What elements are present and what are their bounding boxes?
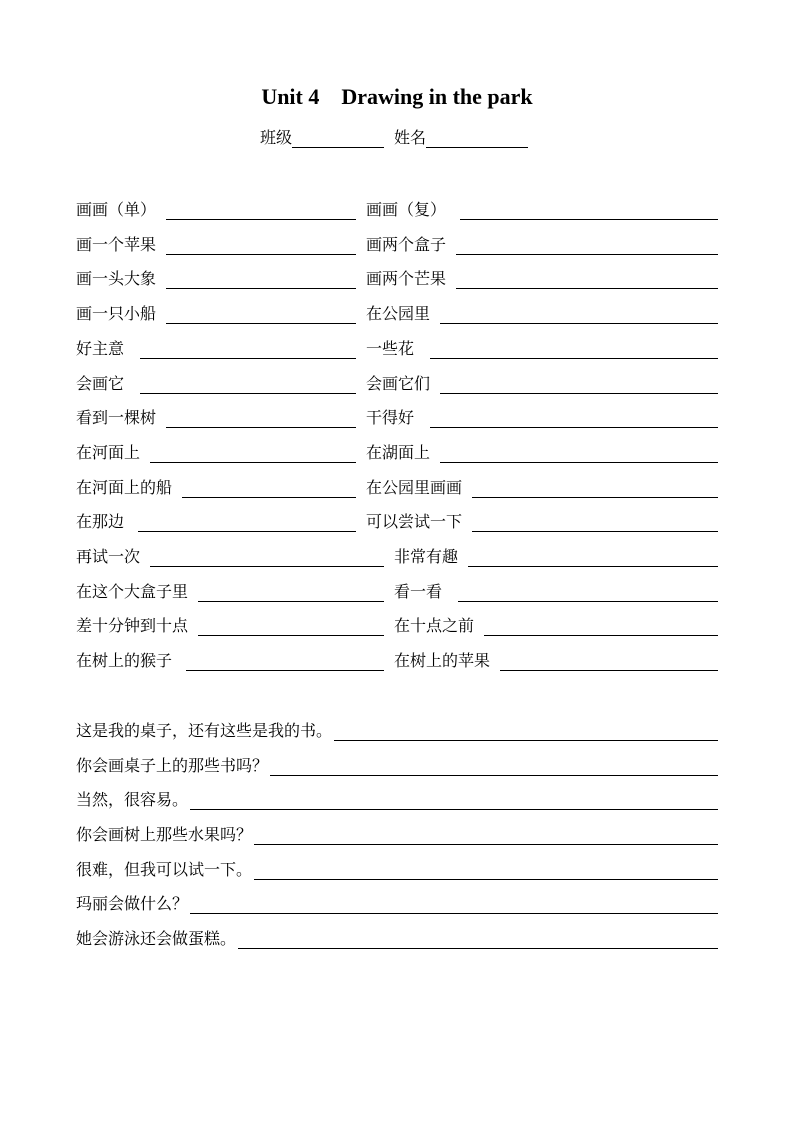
sentence-item (76, 821, 718, 845)
vocab-item (366, 300, 718, 324)
sentence-item (76, 856, 718, 880)
vocab-prompt: 画画（复） (366, 200, 447, 219)
sentence-item (76, 890, 718, 914)
vocab-prompt: 画画（单） (76, 200, 157, 219)
answer-blank[interactable] (440, 373, 718, 394)
sentence-prompt: 你会画树上那些水果吗？ (76, 825, 253, 844)
answer-blank[interactable] (190, 789, 718, 810)
vocab-item (366, 404, 718, 428)
vocab-prompt: 在树上的苹果 (394, 651, 491, 670)
answer-blank[interactable] (186, 650, 384, 671)
vocab-prompt: 画一头大象 (76, 269, 157, 288)
sentence-item (76, 752, 718, 776)
class-label: 班级 (260, 128, 293, 147)
vocab-item (366, 265, 718, 289)
sentence-prompt: 玛丽会做什么？ (76, 894, 189, 913)
vocab-prompt: 在公园里 (366, 304, 431, 323)
vocab-item (366, 370, 718, 394)
vocab-item (76, 335, 356, 359)
answer-blank[interactable] (190, 893, 718, 914)
vocab-item (76, 300, 356, 324)
vocab-prompt: 画一个苹果 (76, 235, 157, 254)
vocab-item (76, 508, 356, 532)
answer-blank[interactable] (182, 477, 356, 498)
vocab-item (76, 474, 356, 498)
student-info (260, 128, 538, 148)
vocab-item (76, 370, 356, 394)
vocab-item (394, 612, 718, 636)
vocab-item (76, 196, 356, 220)
sentence-item (76, 925, 718, 949)
page-title: Unit 4 Drawing in the park (261, 84, 533, 109)
answer-blank[interactable] (166, 407, 356, 428)
sentence-prompt: 这是我的桌子，还有这些是我的书。 (76, 721, 333, 740)
vocab-item (394, 543, 718, 567)
vocab-item (76, 543, 384, 567)
vocab-prompt: 好主意 (76, 339, 125, 358)
vocab-prompt: 在树上的猴子 (76, 651, 173, 670)
answer-blank[interactable] (456, 234, 718, 255)
answer-blank[interactable] (334, 720, 718, 741)
vocab-prompt: 干得好 (366, 408, 415, 427)
answer-blank[interactable] (166, 303, 356, 324)
answer-blank[interactable] (460, 199, 718, 220)
answer-blank[interactable] (472, 511, 718, 532)
sentence-prompt: 她会游泳还会做蛋糕。 (76, 929, 237, 948)
vocab-prompt: 在河面上 (76, 443, 141, 462)
answer-blank[interactable] (430, 407, 718, 428)
answer-blank[interactable] (458, 581, 718, 602)
vocab-prompt: 会画它们 (366, 374, 431, 393)
vocab-prompt: 看一看 (394, 582, 443, 601)
answer-blank[interactable] (456, 268, 718, 289)
vocab-prompt: 可以尝试一下 (366, 512, 463, 531)
answer-blank[interactable] (254, 824, 718, 845)
answer-blank[interactable] (500, 650, 718, 671)
sentence-item (76, 717, 718, 741)
vocab-item (366, 231, 718, 255)
vocab-prompt: 会画它 (76, 374, 125, 393)
vocab-prompt: 在湖面上 (366, 443, 431, 462)
vocab-item (76, 578, 384, 602)
answer-blank[interactable] (198, 615, 384, 636)
vocab-item (76, 439, 356, 463)
class-field[interactable] (292, 129, 384, 148)
vocab-prompt: 画两个芒果 (366, 269, 447, 288)
answer-blank[interactable] (138, 511, 356, 532)
answer-blank[interactable] (166, 268, 356, 289)
answer-blank[interactable] (150, 442, 356, 463)
sentence-prompt: 很难，但我可以试一下。 (76, 860, 253, 879)
vocab-prompt: 看到一棵树 (76, 408, 157, 427)
answer-blank[interactable] (150, 546, 384, 567)
answer-blank[interactable] (238, 928, 718, 949)
vocab-prompt: 一些花 (366, 339, 415, 358)
vocab-item (394, 647, 718, 671)
sentence-prompt: 当然，很容易。 (76, 790, 189, 809)
answer-blank[interactable] (440, 303, 718, 324)
answer-blank[interactable] (468, 546, 718, 567)
answer-blank[interactable] (198, 581, 384, 602)
answer-blank[interactable] (472, 477, 718, 498)
answer-blank[interactable] (254, 859, 718, 880)
vocab-item (366, 196, 718, 220)
vocab-item (394, 578, 718, 602)
answer-blank[interactable] (140, 373, 356, 394)
vocab-prompt: 画两个盒子 (366, 235, 447, 254)
vocab-item (366, 335, 718, 359)
vocab-prompt: 画一只小船 (76, 304, 157, 323)
vocab-prompt: 差十分钟到十点 (76, 616, 189, 635)
answer-blank[interactable] (484, 615, 718, 636)
answer-blank[interactable] (166, 199, 356, 220)
answer-blank[interactable] (440, 442, 718, 463)
name-field[interactable] (426, 129, 528, 148)
answer-blank[interactable] (166, 234, 356, 255)
sentence-item (76, 786, 718, 810)
vocab-prompt: 在公园里画画 (366, 478, 463, 497)
sentence-prompt: 你会画桌子上的那些书吗？ (76, 756, 269, 775)
vocab-item (366, 474, 718, 498)
vocab-item (76, 265, 356, 289)
vocab-prompt: 在河面上的船 (76, 478, 173, 497)
answer-blank[interactable] (140, 338, 356, 359)
answer-blank[interactable] (270, 755, 718, 776)
vocab-prompt: 再试一次 (76, 547, 141, 566)
answer-blank[interactable] (430, 338, 718, 359)
name-label: 姓名 (394, 128, 427, 147)
vocab-item (76, 612, 384, 636)
vocab-item (366, 439, 718, 463)
vocab-item (366, 508, 718, 532)
vocab-prompt: 在那边 (76, 512, 125, 531)
vocab-item (76, 231, 356, 255)
vocab-prompt: 在这个大盒子里 (76, 582, 189, 601)
vocab-prompt: 非常有趣 (394, 547, 459, 566)
vocab-item (76, 647, 384, 671)
vocab-item (76, 404, 356, 428)
vocab-prompt: 在十点之前 (394, 616, 475, 635)
